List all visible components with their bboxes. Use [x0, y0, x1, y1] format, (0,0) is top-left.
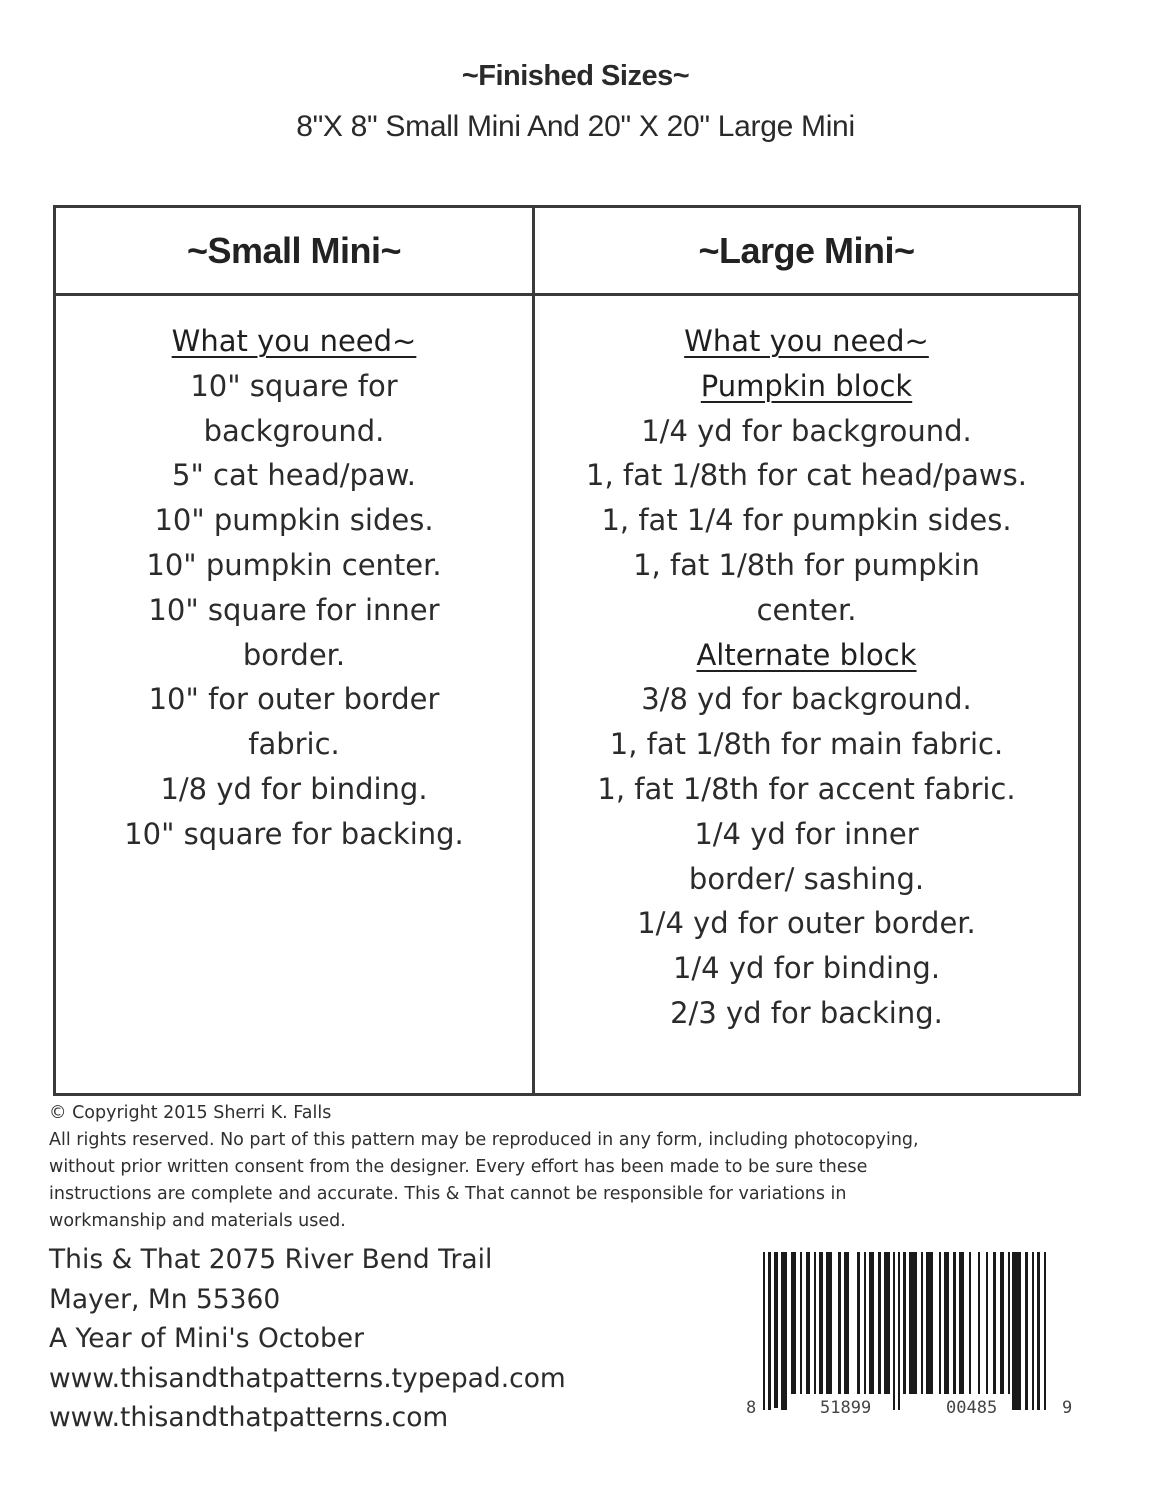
barcode-check-digit: 9 [1062, 1398, 1073, 1418]
barcode-number-system: 8 [746, 1398, 757, 1418]
list-item: 10" pumpkin center. [146, 547, 442, 582]
barcode-bars-icon [740, 1250, 1080, 1440]
pattern-name: A Year of Mini's October [49, 1323, 364, 1354]
requirements-table [53, 205, 1081, 1096]
legal-line: instructions are complete and accurate. This & That cannot be responsible for variations in [49, 1184, 847, 1204]
publisher-address [49, 1240, 566, 1438]
list-item: border. [242, 637, 346, 672]
address-street: This & That 2075 River Bend Trail [49, 1244, 493, 1275]
list-item: 2/3 yd for backing. [670, 995, 943, 1030]
header-divider [56, 293, 1078, 296]
list-item: 5" cat head/paw. [172, 458, 416, 493]
list-item: center. [756, 592, 857, 627]
list-item: 1/4 yd for outer border. [637, 906, 976, 941]
list-item: 1, fat 1/8th for pumpkin [633, 547, 980, 582]
list-item: 1/4 yd for binding. [672, 951, 941, 986]
large-what-you-need-heading: What you need~ [684, 324, 929, 358]
website-link[interactable]: www.thisandthatpatterns.com [49, 1402, 449, 1433]
copyright-notice [49, 1100, 1109, 1235]
alternate-block-heading: Alternate block [696, 637, 917, 672]
legal-line: without prior written consent from the designer. Every effort has been made to be sure these [49, 1157, 868, 1177]
list-item: 1, fat 1/8th for accent fabric. [597, 771, 1016, 806]
small-what-you-need-heading: What you need~ [171, 324, 417, 358]
list-item: fabric. [248, 727, 340, 762]
legal-line: workmanship and materials used. [49, 1211, 346, 1231]
large-mini-header: ~Large Mini~ [698, 229, 915, 271]
legal-line: All rights reserved. No part of this pattern may be reproduced in any form, including photocopying, [49, 1130, 919, 1150]
list-item: border/ sashing. [688, 861, 925, 896]
large-mini-list [535, 319, 1078, 1036]
list-item: 3/8 yd for background. [641, 682, 972, 717]
list-item: 1/4 yd for background. [641, 413, 972, 448]
list-item: 1/4 yd for inner [694, 816, 919, 851]
small-mini-list [56, 319, 532, 857]
list-item: 1/8 yd for binding. [160, 771, 428, 806]
list-item: 1, fat 1/8th for cat head/paws. [586, 458, 1027, 493]
list-item: 10" square for backing. [124, 816, 464, 851]
barcode-left-group: 51899 [820, 1398, 872, 1418]
finished-sizes-subtitle: 8"X 8" Small Mini And 20" X 20" Large Mini [296, 110, 855, 143]
small-mini-header: ~Small Mini~ [186, 229, 402, 271]
copyright-line: © Copyright 2015 Sherri K. Falls [49, 1103, 332, 1123]
list-item: 10" square for [190, 368, 398, 403]
list-item: 1, fat 1/4 for pumpkin sides. [601, 503, 1012, 538]
upc-barcode [740, 1250, 1080, 1440]
list-item: background. [203, 413, 385, 448]
website-link-typepad[interactable]: www.thisandthatpatterns.typepad.com [49, 1362, 566, 1394]
list-item: 10" for outer border [148, 682, 440, 717]
list-item: 10" pumpkin sides. [154, 503, 434, 538]
list-item: 1, fat 1/8th for main fabric. [609, 727, 1004, 762]
address-city: Mayer, Mn 55360 [49, 1283, 281, 1315]
barcode-right-group: 00485 [946, 1398, 998, 1418]
pumpkin-block-heading: Pumpkin block [700, 368, 913, 403]
list-item: 10" square for inner [148, 592, 440, 627]
finished-sizes-title: ~Finished Sizes~ [461, 60, 690, 92]
